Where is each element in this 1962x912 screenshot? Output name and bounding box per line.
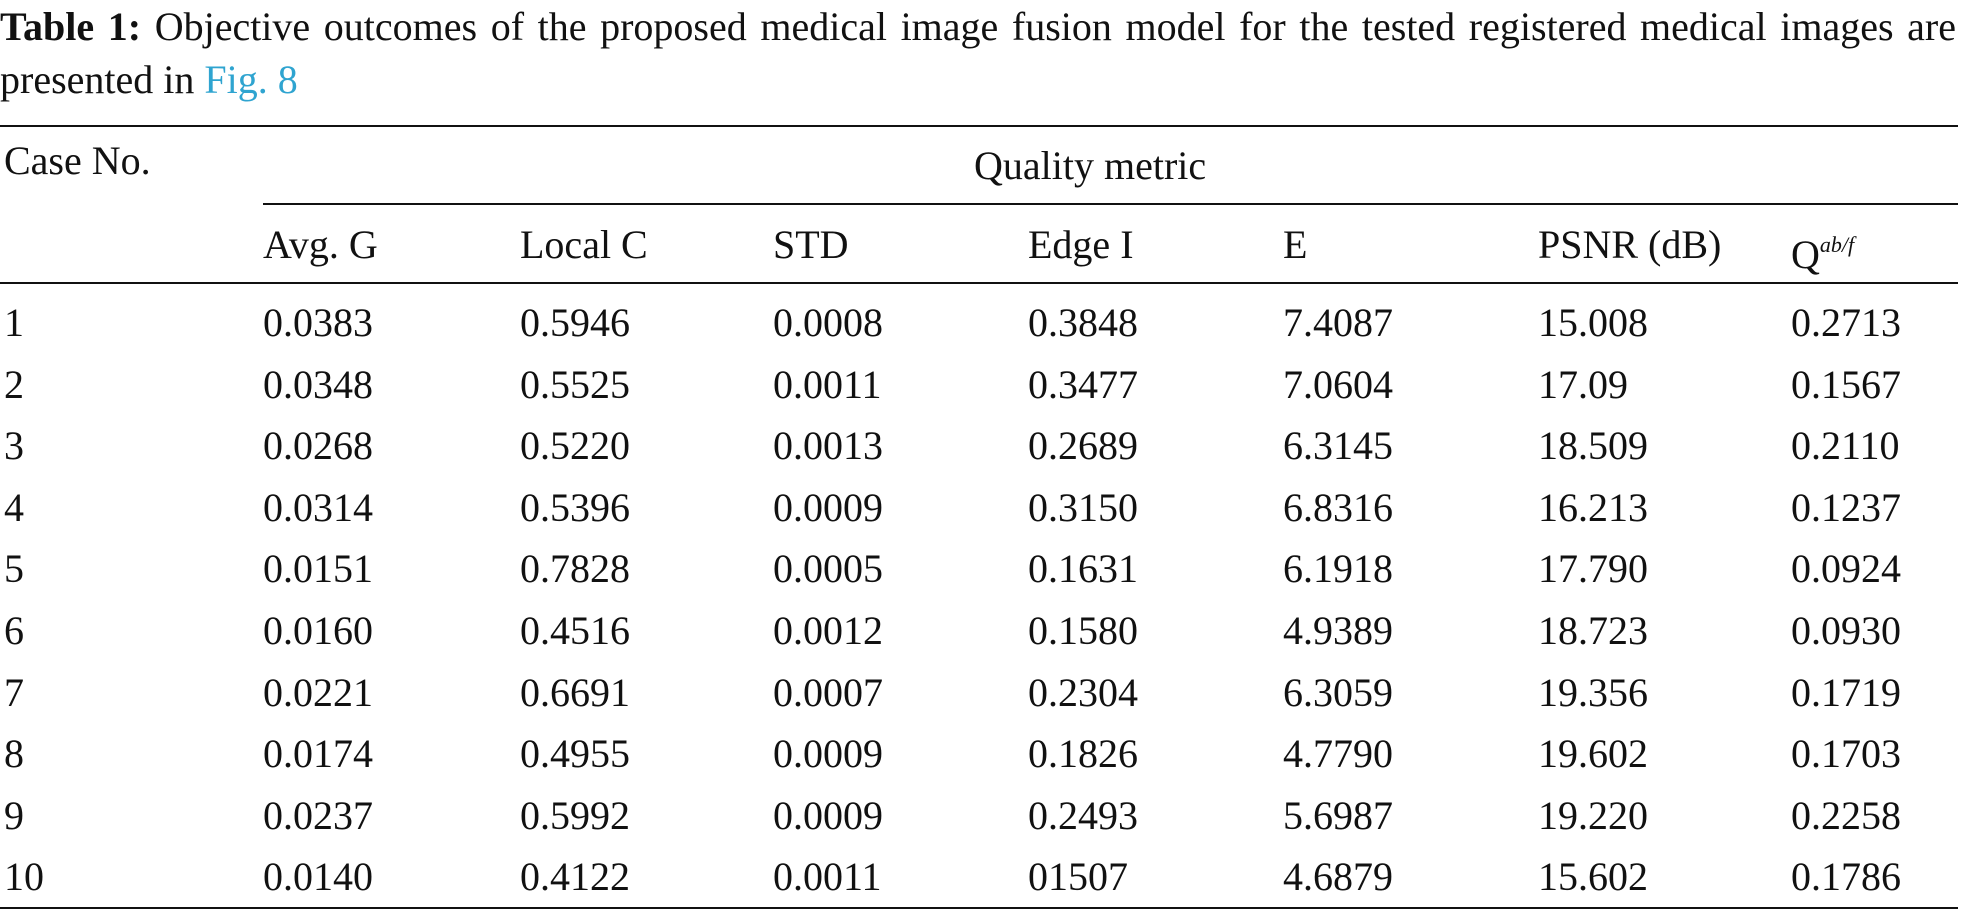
- header-bottom-rule: [0, 282, 1958, 284]
- metric-cell: 0.5992: [520, 792, 630, 838]
- metric-cell: 0.5396: [520, 484, 630, 530]
- metric-cell: 19.602: [1538, 731, 1648, 777]
- figure-reference-link[interactable]: Fig. 8: [204, 57, 298, 102]
- metric-cell: 17.790: [1538, 546, 1648, 592]
- metric-cell: 0.0268: [263, 423, 373, 469]
- column-header-q-superscript: ab/f: [1819, 232, 1855, 257]
- metric-cell: 0.5220: [520, 423, 630, 469]
- metric-cell: 0.0012: [773, 608, 883, 653]
- metric-cell: 4.9389: [1283, 608, 1393, 653]
- column-header-4: Edge I: [1028, 222, 1134, 267]
- metric-cell: 0.3150: [1028, 484, 1138, 530]
- metric-cell: 5.6987: [1283, 792, 1393, 838]
- metric-cell: 15.602: [1538, 854, 1648, 900]
- metric-cell: 18.723: [1538, 608, 1648, 653]
- metric-cell: 4.6879: [1283, 854, 1393, 900]
- group-header-quality-metric: Quality metric: [974, 143, 1207, 188]
- column-header-6: PSNR (dB): [1538, 222, 1722, 267]
- metric-cell: 0.2493: [1028, 792, 1138, 838]
- case-number-cell: 3: [4, 423, 24, 469]
- metric-cell: 0.2713: [1791, 300, 1901, 345]
- metric-cell: 0.0009: [773, 484, 883, 530]
- column-header-3: STD: [773, 222, 849, 267]
- metric-cell: 18.509: [1538, 423, 1648, 469]
- metric-cell: 7.0604: [1283, 361, 1393, 407]
- metric-cell: 0.3477: [1028, 361, 1138, 407]
- column-header-1: Avg. G: [263, 222, 378, 267]
- metric-cell: 0.7828: [520, 546, 630, 592]
- metric-cell: 17.09: [1538, 361, 1628, 407]
- metric-cell: 6.3145: [1283, 423, 1393, 469]
- column-header-5: E: [1283, 222, 1308, 267]
- metric-cell: 0.0174: [263, 731, 373, 777]
- caption-text: Objective outcomes of the proposed medical image fusion model for the tested registered medical images are presented in: [0, 4, 1957, 102]
- table-top-rule: [0, 125, 1958, 127]
- case-number-cell: 5: [4, 546, 24, 592]
- metric-cell: 0.0013: [773, 423, 883, 469]
- metric-cell: 19.220: [1538, 792, 1648, 838]
- metric-cell: 0.1703: [1791, 731, 1901, 777]
- metric-cell: 0.1719: [1791, 669, 1901, 715]
- case-number-cell: 2: [4, 361, 24, 407]
- metric-cell: 01507: [1028, 854, 1128, 900]
- metric-cell: 0.0221: [263, 669, 373, 715]
- metric-cell: 0.0930: [1791, 608, 1901, 653]
- metric-cell: 0.4955: [520, 731, 630, 777]
- metric-cell: 0.0348: [263, 361, 373, 407]
- metric-cell: 0.4122: [520, 854, 630, 900]
- metric-cell: 0.4516: [520, 608, 630, 653]
- metric-cell: 0.0011: [773, 854, 882, 900]
- metric-cell: 6.1918: [1283, 546, 1393, 592]
- metric-cell: 0.1580: [1028, 608, 1138, 653]
- metric-cell: 0.2258: [1791, 792, 1901, 838]
- case-number-cell: 6: [4, 608, 24, 653]
- metric-cell: 0.5525: [520, 361, 630, 407]
- case-number-cell: 9: [4, 792, 24, 838]
- metric-cell: 0.0007: [773, 669, 883, 715]
- metric-cell: 0.1631: [1028, 546, 1138, 592]
- case-number-cell: 7: [4, 669, 24, 715]
- metric-cell: 15.008: [1538, 300, 1648, 345]
- column-header-qabf: [1791, 222, 1854, 278]
- metric-cell: 0.2110: [1791, 423, 1900, 469]
- case-number-cell: 1: [4, 300, 24, 345]
- table-caption: [0, 0, 1956, 106]
- metric-cell: 0.0151: [263, 546, 373, 592]
- group-header-rule: [263, 203, 1958, 205]
- metric-cell: 0.6691: [520, 669, 630, 715]
- metric-cell: 0.2689: [1028, 423, 1138, 469]
- column-header-2: Local C: [520, 222, 648, 267]
- caption-label: Table 1:: [0, 4, 142, 49]
- case-number-cell: 4: [4, 484, 24, 530]
- metric-cell: 0.0924: [1791, 546, 1901, 592]
- metric-cell: 19.356: [1538, 669, 1648, 715]
- metric-cell: 0.0009: [773, 792, 883, 838]
- metric-cell: 4.7790: [1283, 731, 1393, 777]
- metric-cell: 0.2304: [1028, 669, 1138, 715]
- table-bottom-rule: [0, 907, 1958, 909]
- metric-cell: 0.0160: [263, 608, 373, 653]
- metric-cell: 0.1826: [1028, 731, 1138, 777]
- case-number-cell: 8: [4, 731, 24, 777]
- metric-cell: 0.1237: [1791, 484, 1901, 530]
- metric-cell: 0.0009: [773, 731, 883, 777]
- metric-cell: 0.0383: [263, 300, 373, 345]
- metric-cell: 6.3059: [1283, 669, 1393, 715]
- metric-cell: 0.0008: [773, 300, 883, 345]
- metric-cell: 0.0011: [773, 361, 882, 407]
- metric-cell: 6.8316: [1283, 484, 1393, 530]
- metric-cell: 0.3848: [1028, 300, 1138, 345]
- metric-cell: 7.4087: [1283, 300, 1393, 345]
- metric-cell: 0.0140: [263, 854, 373, 900]
- metric-cell: 0.0314: [263, 484, 373, 530]
- metric-cell: 0.0005: [773, 546, 883, 592]
- metric-cell: 16.213: [1538, 484, 1648, 530]
- metric-cell: 0.1786: [1791, 854, 1901, 900]
- metric-cell: 0.5946: [520, 300, 630, 345]
- metric-cell: 0.1567: [1791, 361, 1901, 407]
- row-header-case-no: Case No.: [4, 138, 151, 183]
- metric-cell: 0.0237: [263, 792, 373, 838]
- case-number-cell: 10: [4, 854, 44, 900]
- column-header-q-base: Q: [1791, 232, 1820, 277]
